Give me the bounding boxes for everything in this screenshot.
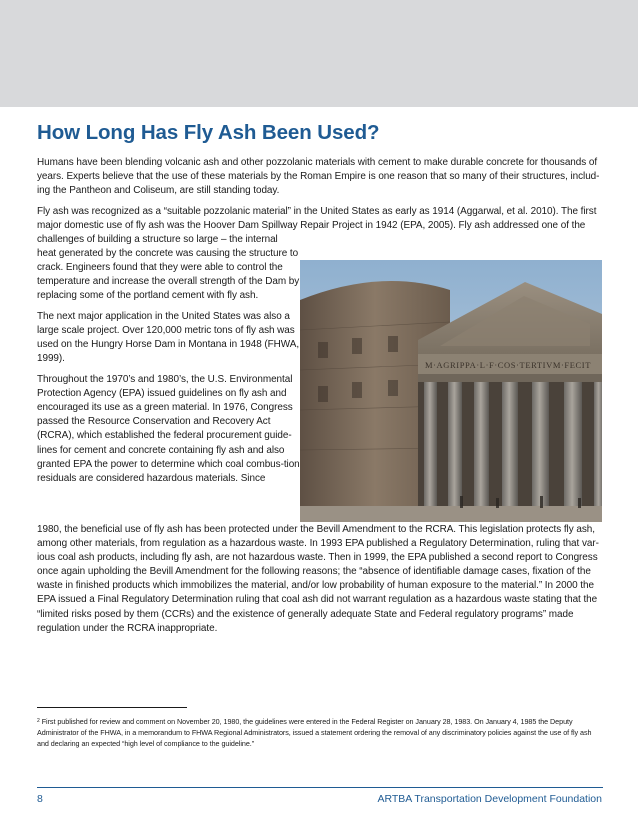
inscription: M·AGRIPPA·L·F·COS·TERTIVM·FECIT [424, 360, 592, 370]
footer-organization: ARTBA Transportation Development Foundation [377, 793, 602, 805]
footnote-divider [37, 707, 187, 708]
page-title: How Long Has Fly Ash Been Used? [37, 121, 380, 144]
plaza [300, 506, 602, 522]
paragraph-history: Humans have been blending volcanic ash and other pozzolanic materials with cement to make durable concrete for thousands of years. Experts believe that the use of these materials by the Roman Empire is one reason that so many of their structures, includ-ing the Pantheon and Coliseum, are still standing today. [37, 157, 600, 197]
paragraph-recognition: Fly ash was recognized as a “suitable pozzolanic material” in the United States as early as 1914 (Aggarwal, et al. 2010). The first major domestic use of fly ash was the Hoover Dam Spillway Repair Project in 1942 (EPA, 2005). Fly ash addressed one of the challenges of building a structure so large – the internal [37, 205, 597, 246]
footnote-text: First published for review and comment on November 20, 1980, the guidelines were entered in the Federal Register on January 28, 1983. On January 4, 1985 the Deputy Administrator of the FHWA, in a memorandum to FHWA Regional Administrators, issued a statement ordering the removal of any discriminatory policies against the use of fly ash and declaring an expected “high level of compliance to the guideline.” [37, 717, 592, 749]
page-number: 8 [37, 793, 43, 805]
header-band [0, 0, 638, 107]
footnote-marker: 2 [37, 718, 40, 724]
portico-columns [424, 382, 602, 510]
pantheon-photo [300, 260, 602, 522]
footnote [37, 716, 603, 750]
paragraph-recognition-wrap: heat generated by the concrete was causing the structure to crack. Engineers found that they were able to control the temperature and increase the overall strength of the Dam by replacing some of the portland cement with fly ash. [37, 248, 300, 302]
paragraph-hungry-horse: The next major application in the United States was also a large scale project. Over 120,000 metric tons of fly ash was used on the Hungry Horse Dam in Montana in 1948 (FHWA, 1999). [37, 311, 300, 365]
pantheon-illustration [300, 260, 602, 522]
paragraph-epa-continued: 1980, the beneficial use of fly ash has been protected under the Bevill Amendment to the RCRA. This legislation protects fly ash, among other materials, from regulation as a hazardous waste. In 1993 EPA published a Regulatory Determination, ruling that var-ious coal ash products, including fly ash, are not hazardous waste. Then in 1999, the EPA published a second report to Congress once again upholding the Bevill Amendment for the following reasons; the “absence of identifiable damage cases, fixation of the waste in finished products which immobilizes the material, and/or low probability of human exposure to the material.” In 2000 the EPA issued a Final Regulatory Determination ruling that coal ash did not warrant regulation as a hazardous waste stating that the “limited risks posed by them (CCRs) and the existence of generally adequate State and Federal regulatory programs” made regulation under the RCRA inappropriate. [37, 524, 599, 634]
footer-divider [37, 787, 603, 788]
paragraph-epa-wrap: Throughout the 1970’s and 1980’s, the U.S. Environmental Protection Agency (EPA) issued guidelines on fly ash and encouraged its use as a green material. In 1976, Congress passed the Resource Conservation and Recovery Act (RCRA), which established the federal procurement guide-lines for cement and concrete containing fly ash and also granted EPA the power to determine which coal combus-tion residuals are considered hazardous materials. Since [37, 374, 300, 484]
